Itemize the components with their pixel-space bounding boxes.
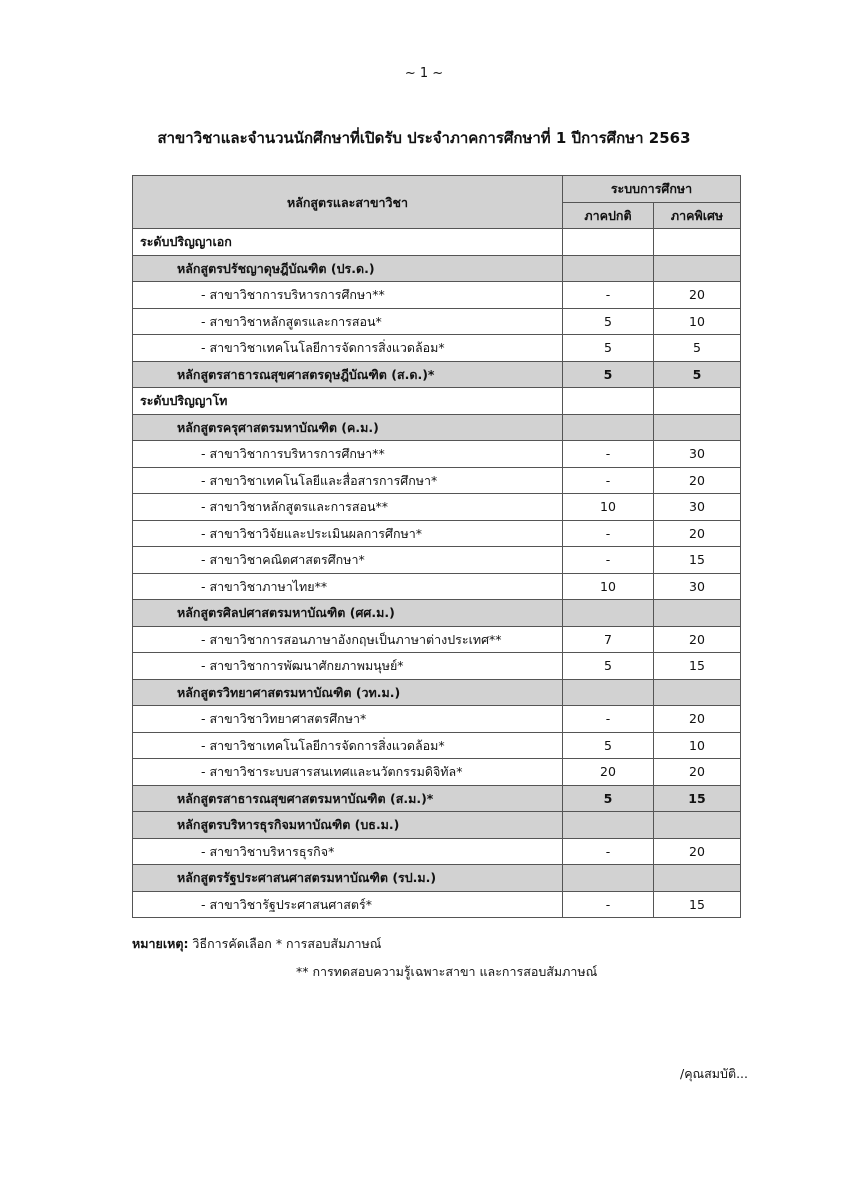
regular-count: - bbox=[563, 891, 654, 918]
regular-count: - bbox=[563, 706, 654, 733]
note-line-1: วิธีการคัดเลือก * การสอบสัมภาษณ์ bbox=[188, 936, 382, 951]
special-count bbox=[654, 865, 741, 892]
special-count: 5 bbox=[654, 335, 741, 362]
regular-count: 5 bbox=[563, 308, 654, 335]
major-row bbox=[133, 520, 741, 547]
major-label: - สาขาวิชาเทคโนโลยีและสื่อสารการศึกษา* bbox=[133, 467, 563, 494]
major-row bbox=[133, 706, 741, 733]
program-label: หลักสูตรวิทยาศาสตรมหาบัณฑิต (วท.ม.) bbox=[133, 679, 563, 706]
regular-count: 10 bbox=[563, 494, 654, 521]
major-row bbox=[133, 547, 741, 574]
regular-count bbox=[563, 679, 654, 706]
degree-level-row bbox=[133, 388, 741, 415]
header-special: ภาคพิเศษ bbox=[654, 202, 741, 229]
regular-count bbox=[563, 229, 654, 256]
regular-count bbox=[563, 600, 654, 627]
special-count: 10 bbox=[654, 308, 741, 335]
regular-count: - bbox=[563, 282, 654, 309]
program-row bbox=[133, 600, 741, 627]
major-label: - สาขาวิชาหลักสูตรและการสอน* bbox=[133, 308, 563, 335]
special-count: 15 bbox=[654, 547, 741, 574]
major-row bbox=[133, 441, 741, 468]
special-count bbox=[654, 229, 741, 256]
special-count bbox=[654, 679, 741, 706]
special-count: 15 bbox=[654, 653, 741, 680]
programs-table bbox=[132, 175, 741, 918]
program-row bbox=[133, 679, 741, 706]
regular-count: 5 bbox=[563, 785, 654, 812]
regular-count: - bbox=[563, 547, 654, 574]
major-row bbox=[133, 891, 741, 918]
major-label: - สาขาวิชาการสอนภาษาอังกฤษเป็นภาษาต่างประเทศ** bbox=[133, 626, 563, 653]
special-count bbox=[654, 388, 741, 415]
regular-count: 5 bbox=[563, 361, 654, 388]
major-row bbox=[133, 573, 741, 600]
regular-count: 10 bbox=[563, 573, 654, 600]
continued-marker: /คุณสมบัติ... bbox=[679, 1066, 748, 1081]
special-count bbox=[654, 414, 741, 441]
regular-count bbox=[563, 812, 654, 839]
major-row bbox=[133, 335, 741, 362]
major-label: - สาขาวิชาหลักสูตรและการสอน** bbox=[133, 494, 563, 521]
special-count: 30 bbox=[654, 494, 741, 521]
regular-count bbox=[563, 255, 654, 282]
major-label: - สาขาวิชาเทคโนโลยีการจัดการสิ่งแวดล้อม* bbox=[133, 732, 563, 759]
major-row bbox=[133, 732, 741, 759]
degree-level-row bbox=[133, 229, 741, 256]
major-row bbox=[133, 759, 741, 786]
regular-count: - bbox=[563, 838, 654, 865]
special-count: 20 bbox=[654, 282, 741, 309]
major-label: - สาขาวิชาวิจัยและประเมินผลการศึกษา* bbox=[133, 520, 563, 547]
major-row bbox=[133, 467, 741, 494]
major-row bbox=[133, 626, 741, 653]
major-row bbox=[133, 282, 741, 309]
special-count bbox=[654, 812, 741, 839]
major-row bbox=[133, 653, 741, 680]
special-count: 20 bbox=[654, 838, 741, 865]
major-label: - สาขาวิชาการบริหารการศึกษา** bbox=[133, 441, 563, 468]
special-count: 10 bbox=[654, 732, 741, 759]
table-body bbox=[133, 229, 741, 918]
special-count: 5 bbox=[654, 361, 741, 388]
special-count: 20 bbox=[654, 467, 741, 494]
level-label: ระดับปริญญาโท bbox=[133, 388, 563, 415]
program-label: หลักสูตรศิลปศาสตรมหาบัณฑิต (ศศ.ม.) bbox=[133, 600, 563, 627]
page-number: ~ 1 ~ bbox=[404, 66, 444, 81]
regular-count: 7 bbox=[563, 626, 654, 653]
regular-count: - bbox=[563, 441, 654, 468]
special-count: 20 bbox=[654, 626, 741, 653]
regular-count bbox=[563, 414, 654, 441]
program-row bbox=[133, 255, 741, 282]
major-label: - สาขาวิชาเทคโนโลยีการจัดการสิ่งแวดล้อม* bbox=[133, 335, 563, 362]
regular-count bbox=[563, 865, 654, 892]
table-header bbox=[133, 176, 741, 229]
program-label: หลักสูตรปรัชญาดุษฎีบัณฑิต (ปร.ด.) bbox=[133, 255, 563, 282]
program-row bbox=[133, 414, 741, 441]
special-count: 20 bbox=[654, 759, 741, 786]
major-row bbox=[133, 838, 741, 865]
program-label: หลักสูตรบริหารธุรกิจมหาบัณฑิต (บธ.ม.) bbox=[133, 812, 563, 839]
major-row bbox=[133, 308, 741, 335]
program-label: หลักสูตรรัฐประศาสนศาสตรมหาบัณฑิต (รป.ม.) bbox=[133, 865, 563, 892]
regular-count bbox=[563, 388, 654, 415]
major-label: - สาขาวิชาวิทยาศาสตรศึกษา* bbox=[133, 706, 563, 733]
regular-count: - bbox=[563, 467, 654, 494]
special-count bbox=[654, 255, 741, 282]
program-label: หลักสูตรครุศาสตรมหาบัณฑิต (ค.ม.) bbox=[133, 414, 563, 441]
program-row bbox=[133, 812, 741, 839]
major-label: - สาขาวิชาบริหารธุรกิจ* bbox=[133, 838, 563, 865]
header-regular: ภาคปกติ bbox=[563, 202, 654, 229]
header-program: หลักสูตรและสาขาวิชา bbox=[133, 176, 563, 229]
special-count bbox=[654, 600, 741, 627]
special-count: 30 bbox=[654, 573, 741, 600]
regular-count: 5 bbox=[563, 335, 654, 362]
special-count: 15 bbox=[654, 785, 741, 812]
major-row bbox=[133, 494, 741, 521]
regular-count: - bbox=[563, 520, 654, 547]
note bbox=[132, 934, 381, 954]
major-label: - สาขาวิชาระบบสารสนเทศและนวัตกรรมดิจิทัล* bbox=[133, 759, 563, 786]
regular-count: 5 bbox=[563, 732, 654, 759]
major-label: - สาขาวิชารัฐประศาสนศาสตร์* bbox=[133, 891, 563, 918]
special-count: 15 bbox=[654, 891, 741, 918]
special-count: 20 bbox=[654, 520, 741, 547]
note-label: หมายเหตุ: bbox=[132, 936, 189, 951]
special-count: 30 bbox=[654, 441, 741, 468]
program-label: หลักสูตรสาธารณสุขศาสตรดุษฎีบัณฑิต (ส.ด.)* bbox=[133, 361, 563, 388]
note-line-2: ** การทดสอบความรู้เฉพาะสาขา และการสอบสัมภาษณ์ bbox=[296, 964, 598, 979]
major-label: - สาขาวิชาภาษาไทย** bbox=[133, 573, 563, 600]
level-label: ระดับปริญญาเอก bbox=[133, 229, 563, 256]
document-title: สาขาวิชาและจำนวนนักศึกษาที่เปิดรับ ประจำภาคการศึกษาที่ 1 ปีการศึกษา 2563 bbox=[157, 129, 691, 147]
header-education-system: ระบบการศึกษา bbox=[563, 176, 741, 203]
program-row bbox=[133, 865, 741, 892]
regular-count: 5 bbox=[563, 653, 654, 680]
major-label: - สาขาวิชาการบริหารการศึกษา** bbox=[133, 282, 563, 309]
program-row bbox=[133, 361, 741, 388]
major-label: - สาขาวิชาคณิตศาสตรศึกษา* bbox=[133, 547, 563, 574]
special-count: 20 bbox=[654, 706, 741, 733]
major-label: - สาขาวิชาการพัฒนาศักยภาพมนุษย์* bbox=[133, 653, 563, 680]
regular-count: 20 bbox=[563, 759, 654, 786]
program-label: หลักสูตรสาธารณสุขศาสตรมหาบัณฑิต (ส.ม.)* bbox=[133, 785, 563, 812]
program-row bbox=[133, 785, 741, 812]
